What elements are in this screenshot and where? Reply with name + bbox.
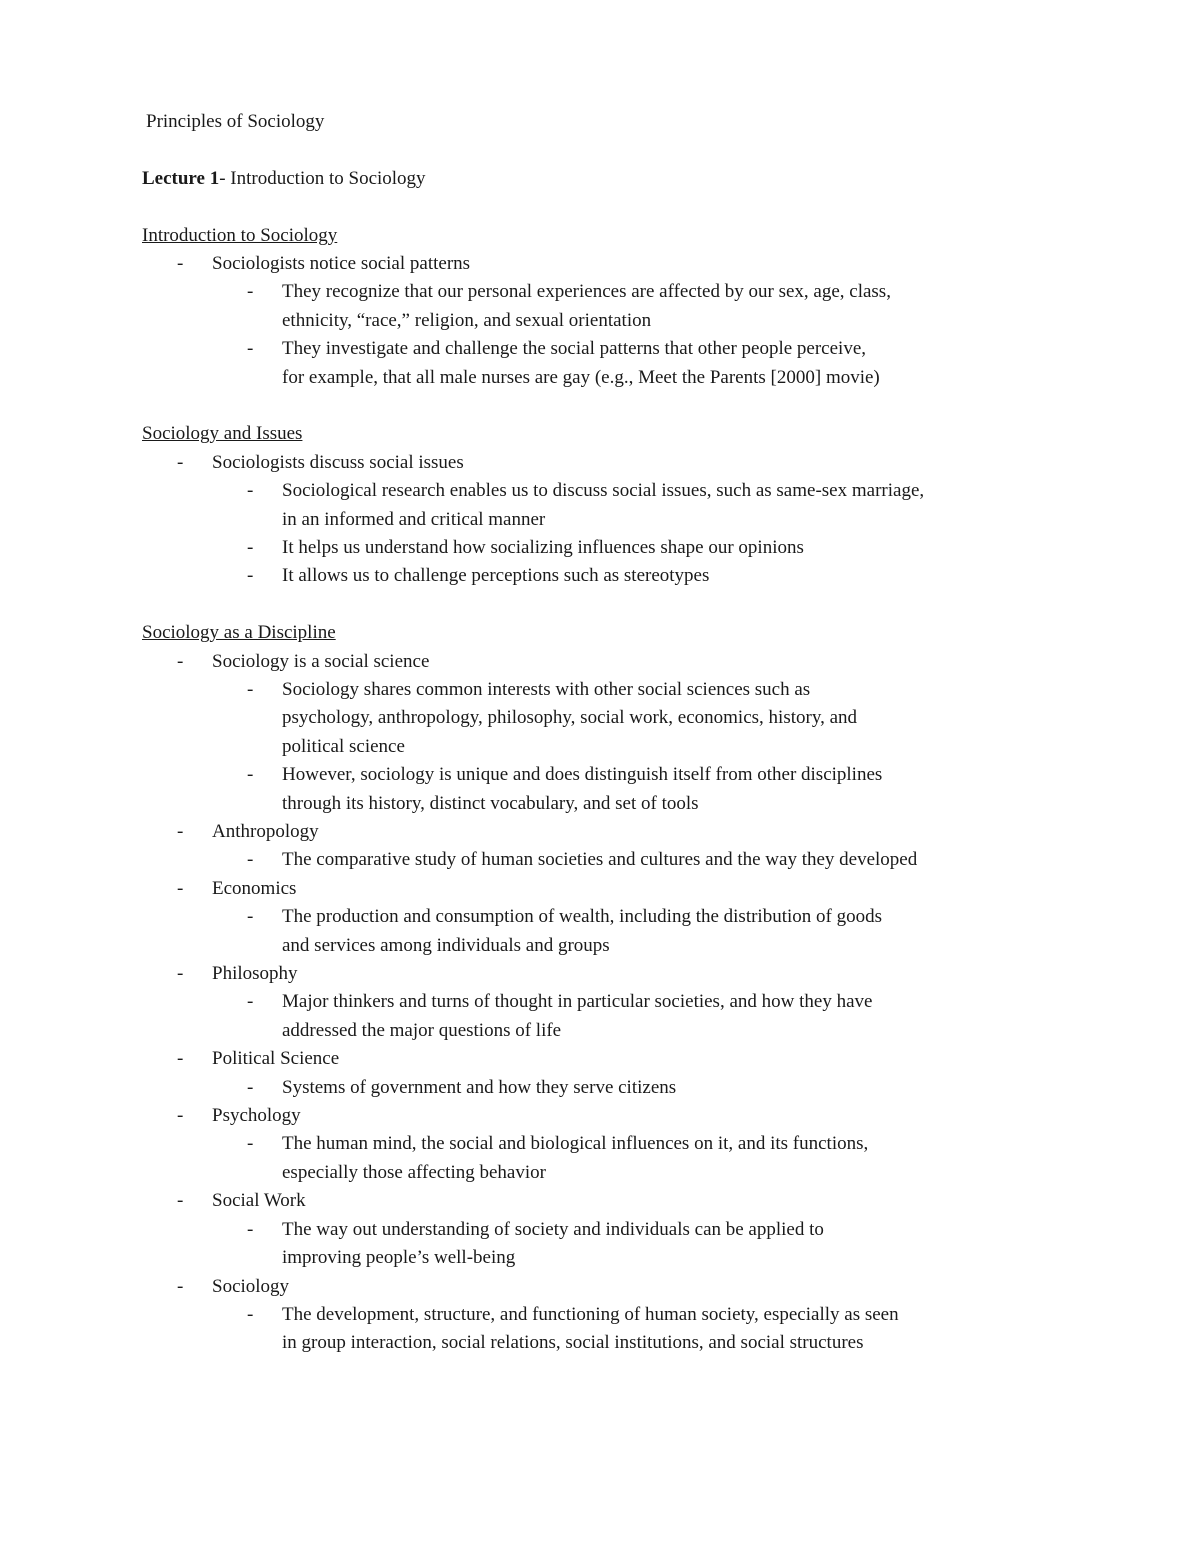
list-item-text: Political Science xyxy=(212,1048,340,1070)
sub-bullet-list xyxy=(212,1216,1042,1273)
sub-list-item xyxy=(212,1130,1042,1187)
sub-list-item xyxy=(212,761,1042,818)
sub-list-item-line: However, sociology is unique and does distinguish itself from other disciplines xyxy=(282,764,883,786)
sub-bullet-list xyxy=(212,1130,1042,1187)
sub-list-item-line: Systems of government and how they serve citizens xyxy=(282,1076,677,1098)
list-item-text: Sociologists discuss social issues xyxy=(212,451,464,473)
sub-list-item xyxy=(212,278,1042,335)
sub-list-item-line: The development, structure, and functioning of human society, especially as seen xyxy=(282,1303,899,1325)
bullet-dash: - xyxy=(177,877,184,899)
sections-container xyxy=(142,222,1042,1358)
section xyxy=(142,619,1042,1358)
list-item xyxy=(142,1102,1042,1187)
bullet-dash: - xyxy=(247,565,254,587)
sub-list-item-line: psychology, anthropology, philosophy, social work, economics, history, and xyxy=(282,707,858,729)
bullet-dash: - xyxy=(247,1133,254,1155)
list-item xyxy=(142,875,1042,960)
sub-list-item-line: The comparative study of human societies and cultures and the way they developed xyxy=(282,849,918,871)
bullet-dash: - xyxy=(247,480,254,502)
list-item xyxy=(142,818,1042,875)
bullet-dash: - xyxy=(177,1048,184,1070)
section-heading: Sociology and Issues xyxy=(142,423,303,445)
sub-bullet-list xyxy=(212,676,1042,818)
sub-list-item xyxy=(212,562,1042,590)
sub-list-item-line: Sociology shares common interests with other social sciences such as xyxy=(282,678,811,700)
bullet-dash: - xyxy=(247,906,254,928)
sub-list-item xyxy=(212,1074,1042,1102)
sub-list-item-line: in group interaction, social relations, social institutions, and social structures xyxy=(282,1332,864,1354)
sub-bullet-list xyxy=(212,988,1042,1045)
document-page xyxy=(142,108,1042,1358)
sub-list-item-line: political science xyxy=(282,735,405,757)
section-heading: Introduction to Sociology xyxy=(142,224,338,246)
sub-list-item xyxy=(212,988,1042,1045)
list-item xyxy=(142,1045,1042,1102)
bullet-dash: - xyxy=(177,1105,184,1127)
document-title: Principles of Sociology xyxy=(146,111,325,132)
sub-list-item-line: Sociological research enables us to discuss social issues, such as same-sex marriage, xyxy=(282,480,925,502)
list-item xyxy=(142,1187,1042,1272)
sub-list-item-line: The production and consumption of wealth, including the distribution of goods xyxy=(282,906,882,928)
sub-list-item-line: They investigate and challenge the social patterns that other people perceive, xyxy=(282,338,867,360)
list-item-text: Philosophy xyxy=(212,963,298,985)
list-item xyxy=(142,449,1042,591)
list-item xyxy=(142,1273,1042,1358)
sub-list-item-line: especially those affecting behavior xyxy=(282,1161,546,1183)
bullet-dash: - xyxy=(177,963,184,985)
bullet-dash: - xyxy=(177,252,184,274)
sub-bullet-list xyxy=(212,1074,1042,1102)
list-item-text: Sociology xyxy=(212,1275,290,1297)
bullet-list xyxy=(142,250,1042,392)
sub-list-item xyxy=(212,846,1042,874)
sub-bullet-list xyxy=(212,903,1042,960)
sub-bullet-list xyxy=(212,1301,1042,1358)
list-item xyxy=(142,960,1042,1045)
sub-list-item-line: Major thinkers and turns of thought in particular societies, and how they have xyxy=(282,991,873,1013)
lecture-heading xyxy=(142,165,1042,193)
sub-list-item-line: ethnicity, “race,” religion, and sexual orientation xyxy=(282,309,652,331)
bullet-dash: - xyxy=(177,821,184,843)
sub-list-item xyxy=(212,477,1042,534)
list-item-text: Anthropology xyxy=(212,821,319,843)
bullet-dash: - xyxy=(177,451,184,473)
bullet-dash: - xyxy=(247,338,254,360)
sub-list-item-line: for example, that all male nurses are gay (e.g., Meet the Parents [2000] movie) xyxy=(282,366,880,388)
sub-list-item-line: It allows us to challenge perceptions such as stereotypes xyxy=(282,565,710,587)
bullet-dash: - xyxy=(247,536,254,558)
lecture-label: Lecture 1 xyxy=(142,167,220,189)
bullet-list xyxy=(142,449,1042,591)
bullet-dash: - xyxy=(247,678,254,700)
sub-list-item-line: in an informed and critical manner xyxy=(282,508,546,530)
bullet-dash: - xyxy=(247,1303,254,1325)
bullet-list xyxy=(142,648,1042,1358)
bullet-dash: - xyxy=(247,991,254,1013)
bullet-dash: - xyxy=(247,281,254,303)
list-item xyxy=(142,648,1042,818)
lecture-title: - Introduction to Sociology xyxy=(219,167,426,189)
section-heading: Sociology as a Discipline xyxy=(142,622,336,644)
sub-list-item-line: improving people’s well-being xyxy=(282,1247,516,1269)
bullet-dash: - xyxy=(177,1275,184,1297)
list-item-text: Sociology is a social science xyxy=(212,650,430,672)
sub-list-item-line: addressed the major questions of life xyxy=(282,1019,562,1041)
section xyxy=(142,222,1042,392)
sub-list-item xyxy=(212,1216,1042,1273)
section xyxy=(142,420,1042,590)
bullet-dash: - xyxy=(247,1218,254,1240)
sub-list-item xyxy=(212,335,1042,392)
bullet-dash: - xyxy=(177,1190,184,1212)
sub-list-item xyxy=(212,1301,1042,1358)
sub-list-item-line: They recognize that our personal experiences are affected by our sex, age, class, xyxy=(282,281,891,303)
sub-list-item xyxy=(212,903,1042,960)
sub-list-item-line: The way out understanding of society and individuals can be applied to xyxy=(282,1218,824,1240)
list-item xyxy=(142,250,1042,392)
sub-list-item-line: and services among individuals and groups xyxy=(282,934,610,956)
sub-list-item xyxy=(212,676,1042,761)
bullet-dash: - xyxy=(247,1076,254,1098)
sub-list-item-line: It helps us understand how socializing influences shape our opinions xyxy=(282,536,804,558)
bullet-dash: - xyxy=(247,764,254,786)
sub-bullet-list xyxy=(212,846,1042,874)
sub-bullet-list xyxy=(212,477,1042,591)
sub-list-item-line: The human mind, the social and biological influences on it, and its functions, xyxy=(282,1133,869,1155)
bullet-dash: - xyxy=(177,650,184,672)
list-item-text: Sociologists notice social patterns xyxy=(212,252,471,274)
list-item-text: Social Work xyxy=(212,1190,306,1212)
sub-list-item xyxy=(212,534,1042,562)
list-item-text: Psychology xyxy=(212,1105,301,1127)
sub-bullet-list xyxy=(212,278,1042,392)
bullet-dash: - xyxy=(247,849,254,871)
list-item-text: Economics xyxy=(212,877,297,899)
sub-list-item-line: through its history, distinct vocabulary, and set of tools xyxy=(282,792,699,814)
